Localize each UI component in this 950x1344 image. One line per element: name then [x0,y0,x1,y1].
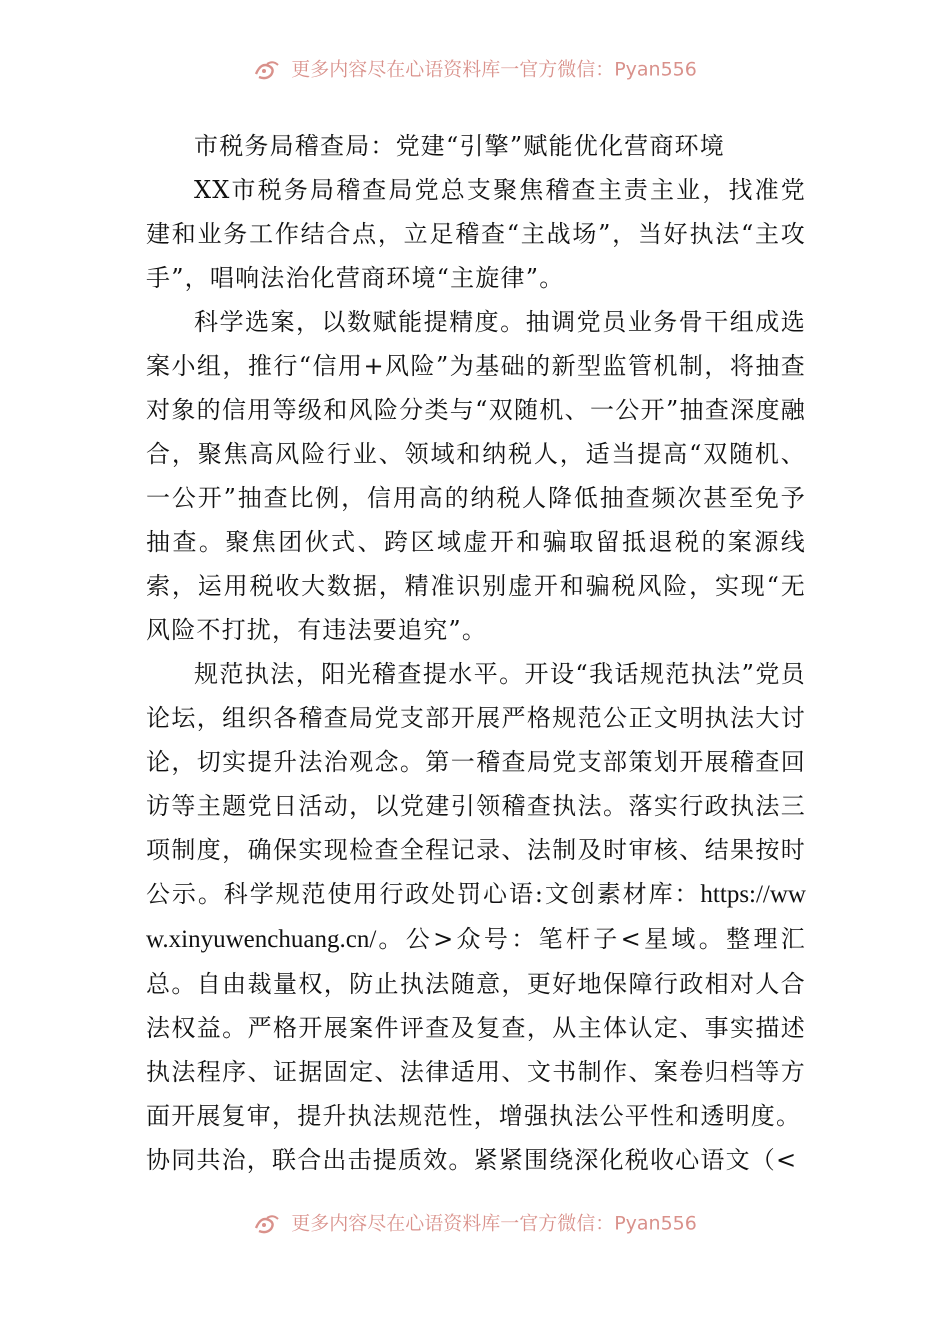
watermark-logo-icon [253,1214,281,1234]
footer-watermark [0,1212,950,1234]
paragraph-text-after-url: 。公>众号：笔杆子<星域。整理汇总。自由裁量权，防止执法随意，更好地保障行政相对人合法权益。严格开展案件评查及复查，从主体认定、事实描述执法程序、证据固定、法律适用、文书制作、案卷归档等方面开展复审，提升执法规范性，增强执法公平性和透明度。 [146,925,806,1130]
document-title: 市税务局稽查局：党建“引擎”赋能优化营商环境 [194,132,725,160]
paragraph-case-selection: 科学选案，以数赋能提精度。抽调党员业务骨干组成选案小组，推行“信用+风险”为基础的新型监管机制，将抽查对象的信用等级和风险分类与“双随机、一公开”抽查深度融合，聚焦高风险行业、领域和纳税人，适当提高“双随机、一公开”抽查比例，信用高的纳税人降低抽查频次甚至免予抽查。聚焦团伙式、跨区域虚开和骗取留抵退税的案源线索，运用税收大数据，精准识别虚开和骗税风险，实现“无风险不打扰，有违法要追究”。 [146,308,806,644]
header-watermark [0,58,950,80]
paragraph-intro: XX市税务局稽查局党总支聚焦稽查主责主业，找准党建和业务工作结合点，立足稽查“主战场”，当好执法“主攻手”，唱响法治化营商环境“主旋律”。 [146,176,806,292]
watermark-logo-icon [253,60,281,80]
paragraph-standard-enforcement [146,652,806,1138]
paragraph-text-before-url: 规范执法，阳光稽查提水平。开设“我话规范执法”党员论坛，组织各稽查局党支部开展严格规范公正文明执法大讨论，切实提升法治观念。第一稽查局党支部策划开展稽查回访等主题党日活动，以党建引领稽查执法。落实行政执法三项制度，确保实现检查全程记录、法制及时审核、结果按时公示。科学规范使用行政处罚心语:文创素材库： [146,660,806,908]
document-body [146,124,806,1182]
paragraph-cooperation: 协同共治，联合出击提质效。紧紧围绕深化税收心语文（< [146,1146,798,1174]
watermark-text: 更多内容尽在心语资料库一官方微信：Pyan556 [291,58,697,80]
website-link[interactable]: https://www.xinyuwenchuang.cn/ [146,881,806,953]
watermark-text: 更多内容尽在心语资料库一官方微信：Pyan556 [291,1212,697,1234]
